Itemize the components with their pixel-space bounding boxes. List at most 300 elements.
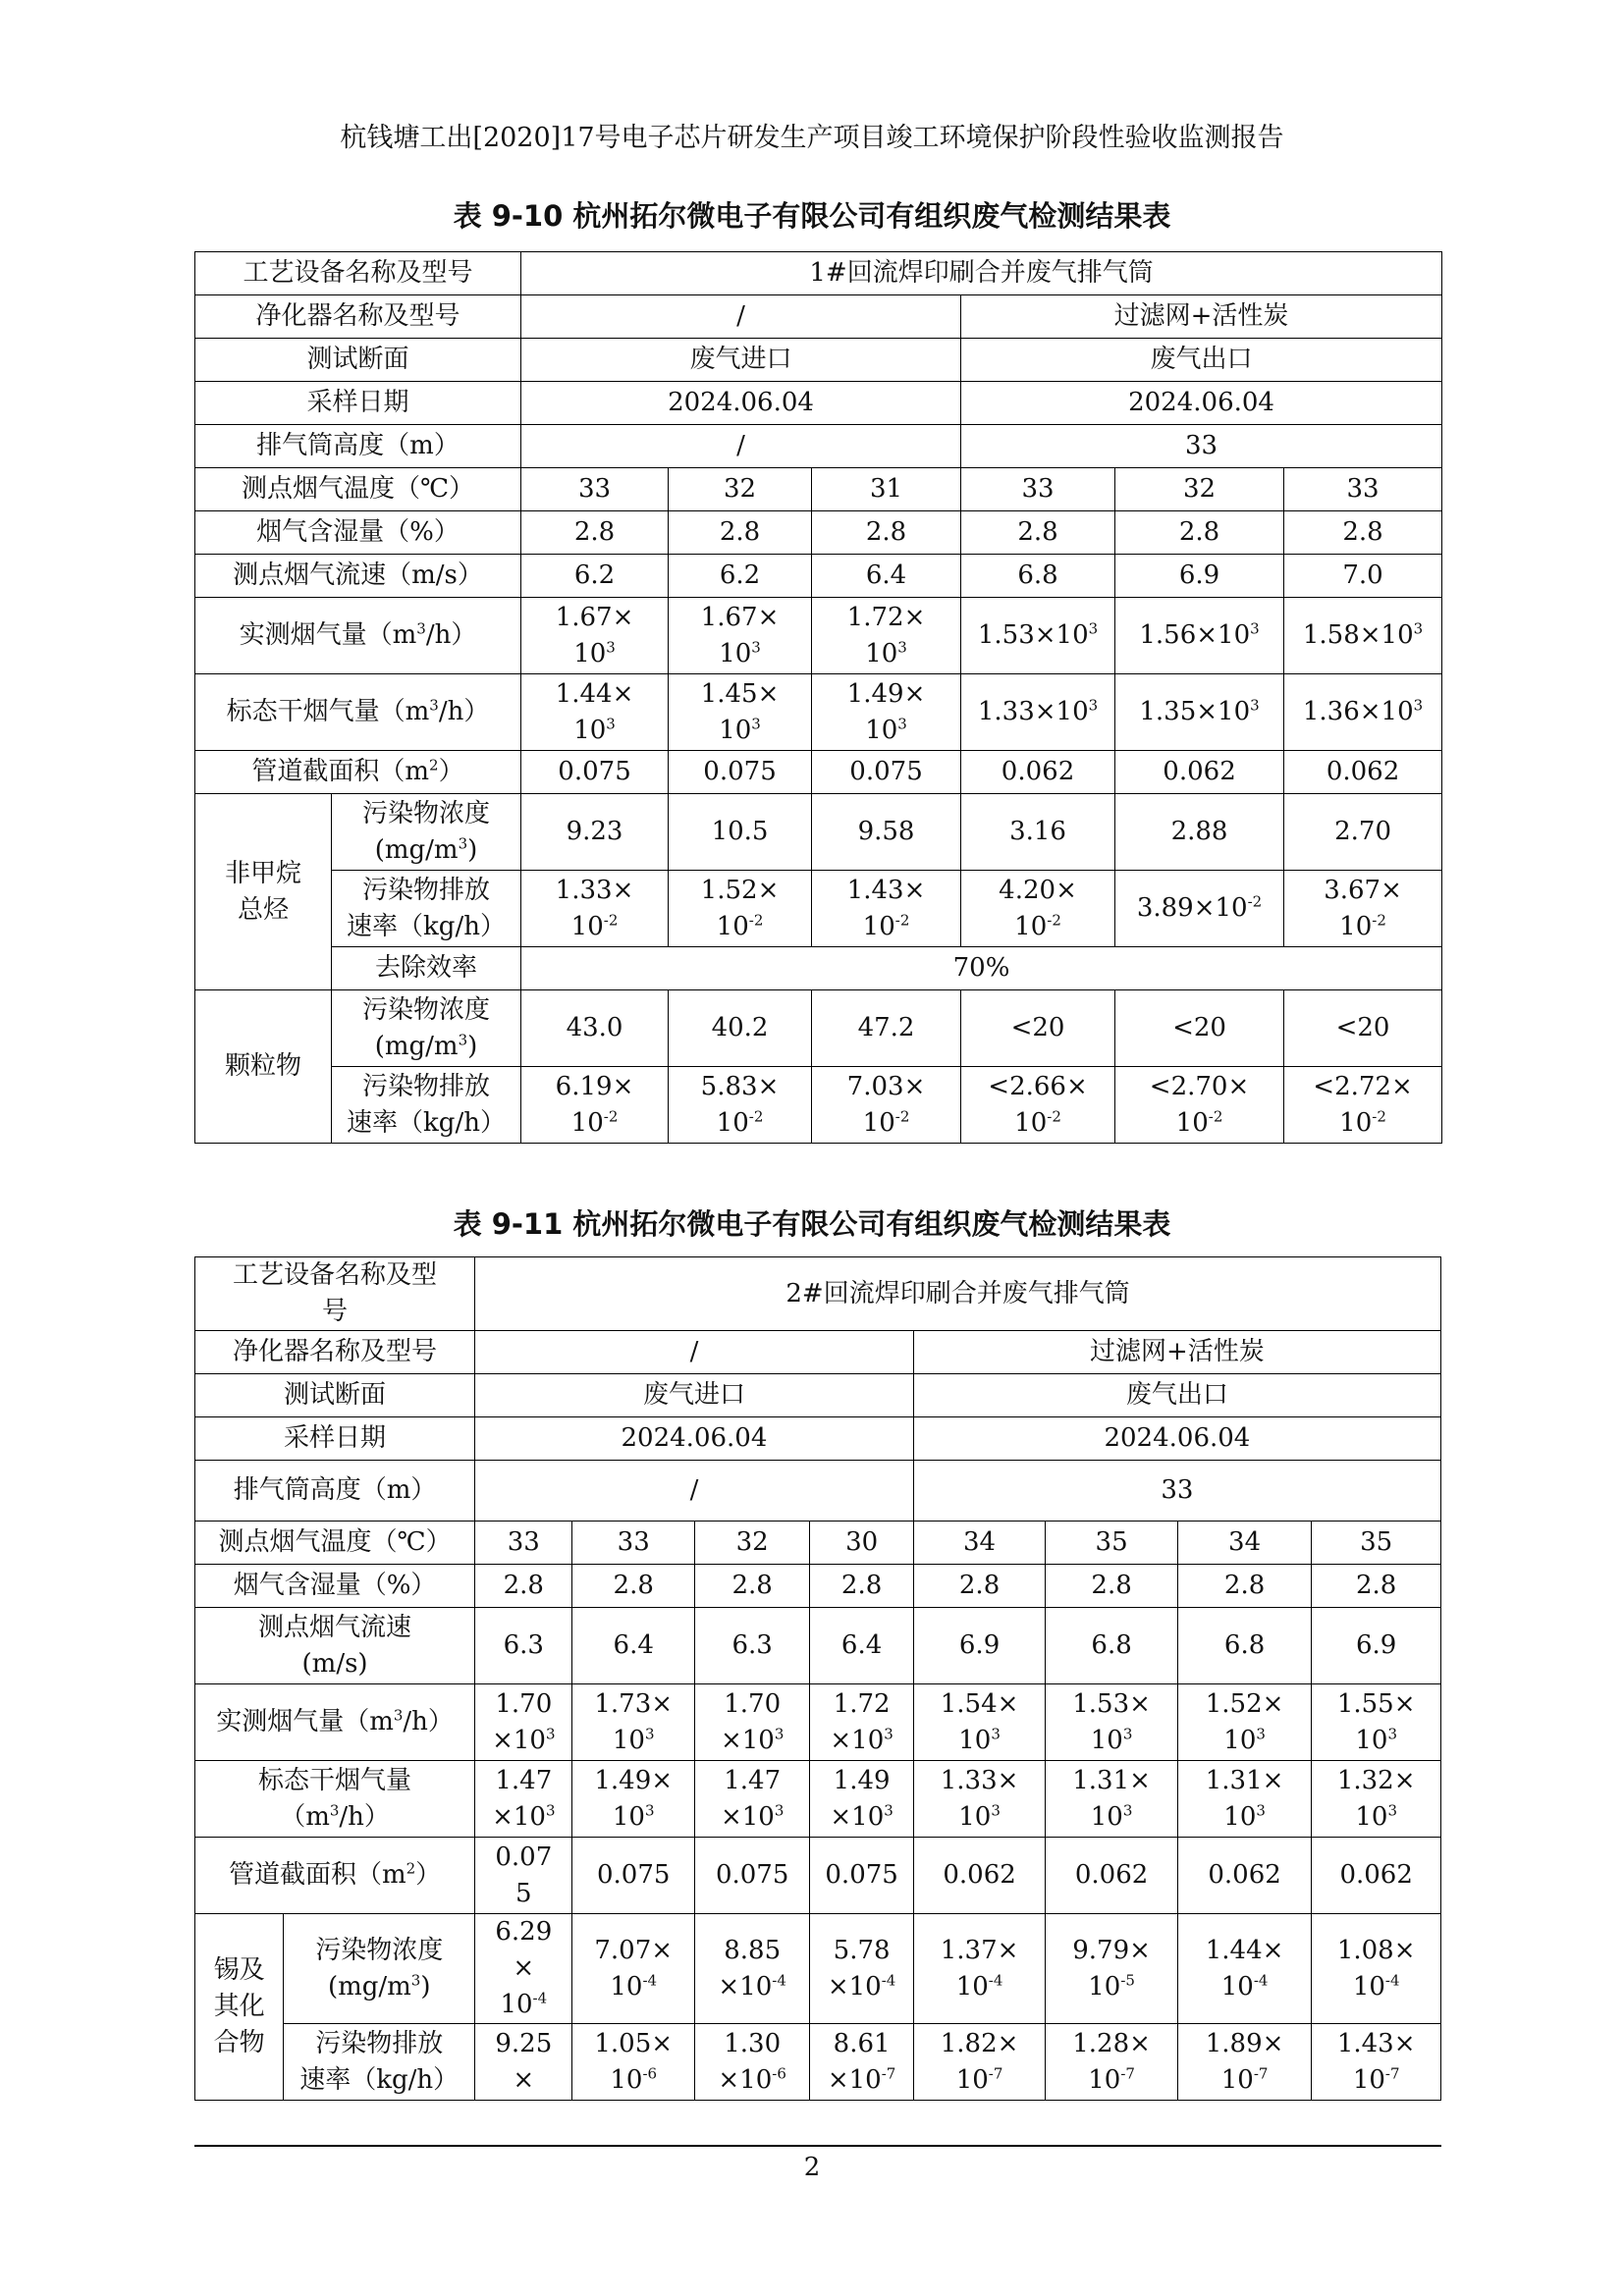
equipment-value: 1#回流焊印刷合并废气排气筒 xyxy=(521,252,1442,295)
value-line: 10 xyxy=(1223,1801,1257,1832)
table-cell: 6.3 xyxy=(694,1608,809,1684)
value-line: 1.44× xyxy=(1205,1935,1284,1965)
row-label xyxy=(195,674,521,751)
label-part: ) xyxy=(420,1971,431,2002)
value-line: 10 xyxy=(1088,1971,1121,2002)
value-line: 9.79× xyxy=(1072,1935,1151,1965)
exponent: -2 xyxy=(1372,1106,1386,1125)
exponent: -2 xyxy=(603,1106,619,1125)
value-line: 10 xyxy=(716,911,749,941)
table-cell: 35 xyxy=(1046,1522,1178,1565)
exponent: -2 xyxy=(1047,1106,1061,1125)
value-line: ×10 xyxy=(720,1801,775,1832)
date-outlet: 2024.06.04 xyxy=(913,1417,1440,1461)
table-cell xyxy=(572,2024,694,2101)
purifier-outlet: 过滤网+活性炭 xyxy=(913,1331,1440,1374)
exponent: 3 xyxy=(606,714,616,732)
superscript: 3 xyxy=(458,1030,468,1048)
value-line: 1.67× xyxy=(700,602,780,632)
height-inlet: / xyxy=(521,425,961,468)
exponent: -4 xyxy=(532,1989,548,2007)
table-cell: 40.2 xyxy=(669,990,812,1067)
table-cell xyxy=(669,871,812,947)
row-label: 净化器名称及型号 xyxy=(195,1331,475,1374)
value-line: 1.31× xyxy=(1072,1765,1151,1795)
table-cell: 2.8 xyxy=(812,511,961,555)
exponent: -2 xyxy=(1208,1106,1223,1125)
table-cell xyxy=(572,1684,694,1761)
table-cell: 2.8 xyxy=(1046,1565,1178,1608)
table-cell: 2.8 xyxy=(961,511,1115,555)
table-cell xyxy=(694,1914,809,2024)
table-cell xyxy=(521,1067,669,1144)
table-cell xyxy=(475,1914,572,2024)
row-label xyxy=(195,1761,475,1838)
label-part: 速率（kg/h） xyxy=(347,1107,506,1138)
table-cell xyxy=(812,1067,961,1144)
value-line: ×10 xyxy=(718,1971,773,2002)
section-outlet: 废气出口 xyxy=(961,339,1442,382)
table-cell xyxy=(475,1761,572,1838)
value-line: 1.35×10 xyxy=(1139,697,1251,726)
table-cell xyxy=(669,598,812,674)
table-cell: 2.8 xyxy=(475,1565,572,1608)
exponent: 3 xyxy=(991,1724,1001,1742)
pollutant-group-label xyxy=(195,1914,284,2101)
value-line: 1.49× xyxy=(846,678,926,709)
table-cell xyxy=(1284,598,1442,674)
label-part: 实测烟气量（m xyxy=(216,1707,394,1736)
table-cell: 6.9 xyxy=(1115,555,1284,598)
exponent: -2 xyxy=(1247,892,1263,911)
exponent: 3 xyxy=(545,1724,556,1742)
section-outlet: 废气出口 xyxy=(913,1374,1440,1417)
value-line: 10 xyxy=(862,1107,895,1138)
row-label xyxy=(195,1608,475,1684)
row-label xyxy=(284,2024,475,2101)
exponent: -7 xyxy=(988,2063,1003,2082)
value-line: 1.70 xyxy=(724,1688,782,1719)
table-cell: 32 xyxy=(694,1522,809,1565)
exponent: -4 xyxy=(881,1970,896,1989)
exponent: 3 xyxy=(751,714,761,732)
table-cell xyxy=(1177,2024,1312,2101)
table-cell: 6.9 xyxy=(1312,1608,1441,1684)
table-cell xyxy=(812,871,961,947)
value-line: × xyxy=(513,1953,535,1983)
value-line: 1.45× xyxy=(700,678,780,709)
label-part: ） xyxy=(415,1860,442,1890)
label-part: 非甲烷 xyxy=(224,858,301,888)
label-part: 污染物排放 xyxy=(362,875,491,905)
table-9-10 xyxy=(194,251,1442,1144)
table-cell xyxy=(1046,2024,1178,2101)
value-line: 1.49 xyxy=(833,1765,891,1795)
table-cell: 6.8 xyxy=(1177,1608,1312,1684)
value-line: 10 xyxy=(573,715,607,745)
label-part: /h） xyxy=(403,1707,454,1736)
table-cell xyxy=(521,674,669,751)
pollutant-group-label xyxy=(195,794,332,990)
table-cell: 9.23 xyxy=(521,794,669,871)
value-line: 1.54× xyxy=(940,1688,1019,1719)
table-cell: 7.0 xyxy=(1284,555,1442,598)
label-part: /h） xyxy=(339,1801,390,1832)
exponent: -2 xyxy=(748,1106,764,1125)
value-line: 1.28× xyxy=(1072,2028,1151,2058)
table-cell xyxy=(1312,1761,1441,1838)
value-line: 1.33× xyxy=(555,875,634,905)
label-part: /h） xyxy=(425,620,477,650)
exponent: -2 xyxy=(1047,910,1061,929)
table-cell: 33 xyxy=(572,1522,694,1565)
label-part: 锡及 xyxy=(213,1955,265,1985)
value-line: 10 xyxy=(955,1971,989,2002)
value-line: 1.53× xyxy=(1072,1688,1151,1719)
exponent: -4 xyxy=(988,1970,1003,1989)
exponent: 3 xyxy=(884,1800,893,1819)
value-line: 1.70 xyxy=(495,1688,553,1719)
purifier-inlet: / xyxy=(475,1331,914,1374)
value-line: 10 xyxy=(610,2064,643,2095)
exponent: 3 xyxy=(1256,1724,1266,1742)
section-inlet: 废气进口 xyxy=(475,1374,914,1417)
table-cell: 2.8 xyxy=(810,1565,913,1608)
table-cell: 2.8 xyxy=(913,1565,1046,1608)
exponent: 3 xyxy=(751,637,761,656)
value-line: 1.52× xyxy=(700,875,780,905)
exponent: -2 xyxy=(748,910,764,929)
table-cell xyxy=(1115,1067,1284,1144)
value-line: 1.72× xyxy=(846,602,926,632)
table-cell: 33 xyxy=(475,1522,572,1565)
value-line: 10 xyxy=(1014,911,1048,941)
label-part: 测点烟气流速 xyxy=(258,1612,412,1642)
table-cell: 2.8 xyxy=(694,1565,809,1608)
value-line: 1.31× xyxy=(1205,1765,1284,1795)
pollutant-group-label: 颗粒物 xyxy=(195,990,332,1144)
value-line: 10 xyxy=(1339,911,1373,941)
table-cell: 0.062 xyxy=(1046,1838,1178,1914)
table-cell: 30 xyxy=(810,1522,913,1565)
table-cell: 0.075 xyxy=(810,1838,913,1914)
value-line: 1.32× xyxy=(1336,1765,1416,1795)
exponent: 3 xyxy=(1413,619,1424,638)
exponent: 3 xyxy=(774,1800,785,1819)
exponent: 3 xyxy=(1256,1800,1266,1819)
exponent: -7 xyxy=(1120,2063,1135,2082)
table-cell xyxy=(810,1914,913,2024)
purifier-outlet: 过滤网+活性炭 xyxy=(961,295,1442,339)
label-part: 污染物浓度 xyxy=(362,994,491,1025)
exponent: 3 xyxy=(1088,696,1099,715)
table-cell: 0.062 xyxy=(1312,1838,1441,1914)
label-part: (m/s) xyxy=(301,1648,368,1679)
value-line: ×10 xyxy=(827,2064,882,2095)
table-cell: 47.2 xyxy=(812,990,961,1067)
superscript: 3 xyxy=(329,1800,340,1819)
exponent: 3 xyxy=(1250,619,1260,638)
label-part: ) xyxy=(467,1031,478,1061)
superscript: 2 xyxy=(429,756,439,774)
table-cell xyxy=(669,1067,812,1144)
value-line: 1.49× xyxy=(594,1765,674,1795)
value-line: 1.58×10 xyxy=(1302,620,1414,650)
label-part: /h） xyxy=(438,697,490,726)
table-cell xyxy=(810,2024,913,2101)
value-line: 10 xyxy=(610,1971,643,2002)
value-line: ×10 xyxy=(492,1725,546,1755)
table-cell xyxy=(812,674,961,751)
table-cell: 2.8 xyxy=(572,1565,694,1608)
row-label: 工艺设备名称及型号 xyxy=(195,252,521,295)
table-cell xyxy=(1115,598,1284,674)
exponent: -7 xyxy=(1253,2063,1269,2082)
value-line: 10 xyxy=(500,1990,533,2019)
exponent: 3 xyxy=(897,714,907,732)
label-part: 总烃 xyxy=(237,894,289,925)
height-outlet: 33 xyxy=(913,1461,1440,1522)
value-line: ×10 xyxy=(718,2064,773,2095)
table-cell xyxy=(572,1761,694,1838)
label-part: 合物 xyxy=(213,2028,265,2057)
value-line: 1.30 xyxy=(724,2028,782,2058)
table-cell: 0.075 xyxy=(812,751,961,794)
row-label xyxy=(195,1838,475,1914)
value-line: 10 xyxy=(1355,1725,1388,1755)
label-part: ) xyxy=(467,834,478,865)
table-9-11 xyxy=(194,1256,1441,2101)
table-cell xyxy=(1046,1684,1178,1761)
table-cell xyxy=(694,2024,809,2101)
value-line: <2.70× xyxy=(1149,1071,1250,1101)
value-line: 10 xyxy=(1014,1107,1048,1138)
table-cell: 34 xyxy=(1177,1522,1312,1565)
exponent: -4 xyxy=(772,1970,786,1989)
value-line: 1.47 xyxy=(724,1765,782,1795)
table-cell xyxy=(694,1684,809,1761)
purifier-inlet: / xyxy=(521,295,961,339)
table-cell xyxy=(475,1838,572,1914)
footer-rule xyxy=(194,2145,1441,2147)
value-line: 8.61 xyxy=(833,2028,891,2058)
table-cell: 0.075 xyxy=(521,751,669,794)
value-line: 9.25 xyxy=(495,2028,553,2058)
height-outlet: 33 xyxy=(961,425,1442,468)
exponent: 3 xyxy=(1122,1800,1133,1819)
exponent: 3 xyxy=(884,1724,893,1742)
value-line: 10 xyxy=(865,715,898,745)
table-cell xyxy=(1177,1684,1312,1761)
row-label: 测点烟气流速（m/s） xyxy=(195,555,521,598)
row-label: 测试断面 xyxy=(195,1374,475,1417)
value-line: <2.72× xyxy=(1313,1071,1413,1101)
exponent: 3 xyxy=(644,1800,655,1819)
label-part: (mg/m xyxy=(374,1031,459,1061)
exponent: -2 xyxy=(1372,910,1386,929)
table-cell: <20 xyxy=(1284,990,1442,1067)
table-cell: 2.8 xyxy=(1284,511,1442,555)
exponent: 3 xyxy=(1413,696,1424,715)
value-line: ×10 xyxy=(830,1725,885,1755)
date-inlet: 2024.06.04 xyxy=(521,382,961,425)
table-cell xyxy=(1312,1914,1441,2024)
exponent: -7 xyxy=(881,2063,896,2082)
exponent: -4 xyxy=(1384,1970,1400,1989)
row-label: 测点烟气温度（℃） xyxy=(195,1522,475,1565)
table-cell: 6.8 xyxy=(961,555,1115,598)
value-line: 10 xyxy=(612,1725,645,1755)
table-cell: 3.16 xyxy=(961,794,1115,871)
exponent: -2 xyxy=(894,1106,910,1125)
table-cell: 2.70 xyxy=(1284,794,1442,871)
removal-efficiency: 70% xyxy=(521,947,1442,990)
value-line: 10 xyxy=(1220,1971,1254,2002)
table-cell xyxy=(1312,1684,1441,1761)
value-line: 10 xyxy=(1352,2064,1385,2095)
table-cell xyxy=(1312,2024,1441,2101)
table-cell xyxy=(913,1684,1046,1761)
table-cell: 2.8 xyxy=(669,511,812,555)
value-line: 7.07× xyxy=(594,1935,674,1965)
value-line: 1.67× xyxy=(555,602,634,632)
exponent: -6 xyxy=(642,2063,658,2082)
row-label: 采样日期 xyxy=(195,382,521,425)
exponent: 3 xyxy=(606,637,616,656)
table-cell: 31 xyxy=(812,468,961,511)
exponent: -5 xyxy=(1120,1970,1135,1989)
table-cell xyxy=(475,2024,572,2101)
label-part: 速率（kg/h） xyxy=(299,2064,460,2095)
exponent: -4 xyxy=(642,1970,658,1989)
value-line: 1.89× xyxy=(1205,2028,1284,2058)
value-line: 5 xyxy=(515,1878,532,1908)
value-line: 10 xyxy=(1090,1801,1123,1832)
value-line: 1.47 xyxy=(495,1765,553,1795)
value-line: ×10 xyxy=(720,1725,775,1755)
table-cell: 6.8 xyxy=(1046,1608,1178,1684)
exponent: -2 xyxy=(603,910,619,929)
table-cell: 33 xyxy=(961,468,1115,511)
table-cell xyxy=(913,1914,1046,2024)
value-line: 10 xyxy=(570,911,604,941)
table-cell: <20 xyxy=(961,990,1115,1067)
report-header: 杭钱塘工出[2020]17号电子芯片研发生产项目竣工环境保护阶段性验收监测报告 xyxy=(340,123,1284,153)
table-cell: 9.58 xyxy=(812,794,961,871)
value-line: 8.85 xyxy=(724,1935,782,1965)
exponent: 3 xyxy=(1387,1724,1397,1742)
label-part: 号 xyxy=(322,1297,349,1326)
table-cell xyxy=(669,674,812,751)
table-cell xyxy=(810,1761,913,1838)
exponent: -4 xyxy=(1253,1970,1269,1989)
table-cell: 35 xyxy=(1312,1522,1441,1565)
row-label: 测点烟气温度（℃） xyxy=(195,468,521,511)
exponent: 3 xyxy=(1250,696,1260,715)
date-inlet: 2024.06.04 xyxy=(475,1417,914,1461)
section-inlet: 废气进口 xyxy=(521,339,961,382)
value-line: ×10 xyxy=(492,1801,546,1832)
value-line: 1.05× xyxy=(594,2028,674,2058)
value-line: 1.73× xyxy=(594,1688,674,1719)
value-line: 1.36×10 xyxy=(1302,697,1414,726)
table-cell xyxy=(961,674,1115,751)
label-part: 标态干烟气量（m xyxy=(226,697,430,726)
value-line: 1.53×10 xyxy=(977,620,1089,650)
value-line: ×10 xyxy=(827,1971,882,2002)
row-label: 排气筒高度（m） xyxy=(195,425,521,468)
value-line: 3.89×10 xyxy=(1136,893,1248,923)
value-line: 10 xyxy=(862,911,895,941)
table-cell: 0.075 xyxy=(572,1838,694,1914)
superscript: 3 xyxy=(429,696,439,715)
table-cell: 6.4 xyxy=(812,555,961,598)
value-line: 10 xyxy=(1220,2064,1254,2095)
table-cell: 0.062 xyxy=(1177,1838,1312,1914)
table-cell xyxy=(961,598,1115,674)
value-line: 6.29 xyxy=(495,1917,553,1947)
row-label xyxy=(284,1914,475,2024)
table-cell: 0.075 xyxy=(669,751,812,794)
table-cell xyxy=(521,871,669,947)
table-cell: 0.062 xyxy=(1284,751,1442,794)
exponent: 3 xyxy=(1387,1800,1397,1819)
height-inlet: / xyxy=(475,1461,914,1522)
row-label: 采样日期 xyxy=(195,1417,475,1461)
row-label: 净化器名称及型号 xyxy=(195,295,521,339)
table-cell: 6.4 xyxy=(572,1608,694,1684)
exponent: 3 xyxy=(897,637,907,656)
table-cell: 6.9 xyxy=(913,1608,1046,1684)
row-label: 烟气含湿量（%） xyxy=(195,1565,475,1608)
exponent: 3 xyxy=(644,1724,655,1742)
value-line: 3.67× xyxy=(1324,875,1402,905)
table-cell: 32 xyxy=(1115,468,1284,511)
value-line: 1.43× xyxy=(846,875,926,905)
table-cell: 0.062 xyxy=(1115,751,1284,794)
table-cell: <20 xyxy=(1115,990,1284,1067)
row-label xyxy=(332,990,521,1067)
label-part: 污染物浓度 xyxy=(315,1935,444,1965)
label-part: 实测烟气量（m xyxy=(239,620,417,650)
value-line: 1.33×10 xyxy=(977,697,1089,726)
label-part: 污染物排放 xyxy=(362,1071,491,1101)
table-cell: 2.88 xyxy=(1115,794,1284,871)
table-cell: 6.2 xyxy=(521,555,669,598)
table-cell xyxy=(694,1761,809,1838)
value-line: 10 xyxy=(865,638,898,668)
table-cell: 0.062 xyxy=(961,751,1115,794)
value-line: ×10 xyxy=(830,1801,885,1832)
table-cell xyxy=(572,1914,694,2024)
table-cell: 6.2 xyxy=(669,555,812,598)
value-line: 10 xyxy=(1355,1801,1388,1832)
page-number: 2 xyxy=(803,2153,821,2182)
value-line: 0.07 xyxy=(495,1842,553,1872)
row-label xyxy=(332,794,521,871)
row-label xyxy=(195,751,521,794)
value-line: 1.08× xyxy=(1336,1935,1416,1965)
table-cell: 33 xyxy=(521,468,669,511)
equipment-value: 2#回流焊印刷合并废气排气筒 xyxy=(475,1257,1441,1331)
table-cell: 2.8 xyxy=(521,511,669,555)
table-cell xyxy=(812,598,961,674)
row-label xyxy=(195,1257,475,1331)
table-cell: 2.8 xyxy=(1312,1565,1441,1608)
table-cell: 33 xyxy=(1284,468,1442,511)
row-label: 去除效率 xyxy=(332,947,521,990)
table-cell xyxy=(1177,1914,1312,2024)
